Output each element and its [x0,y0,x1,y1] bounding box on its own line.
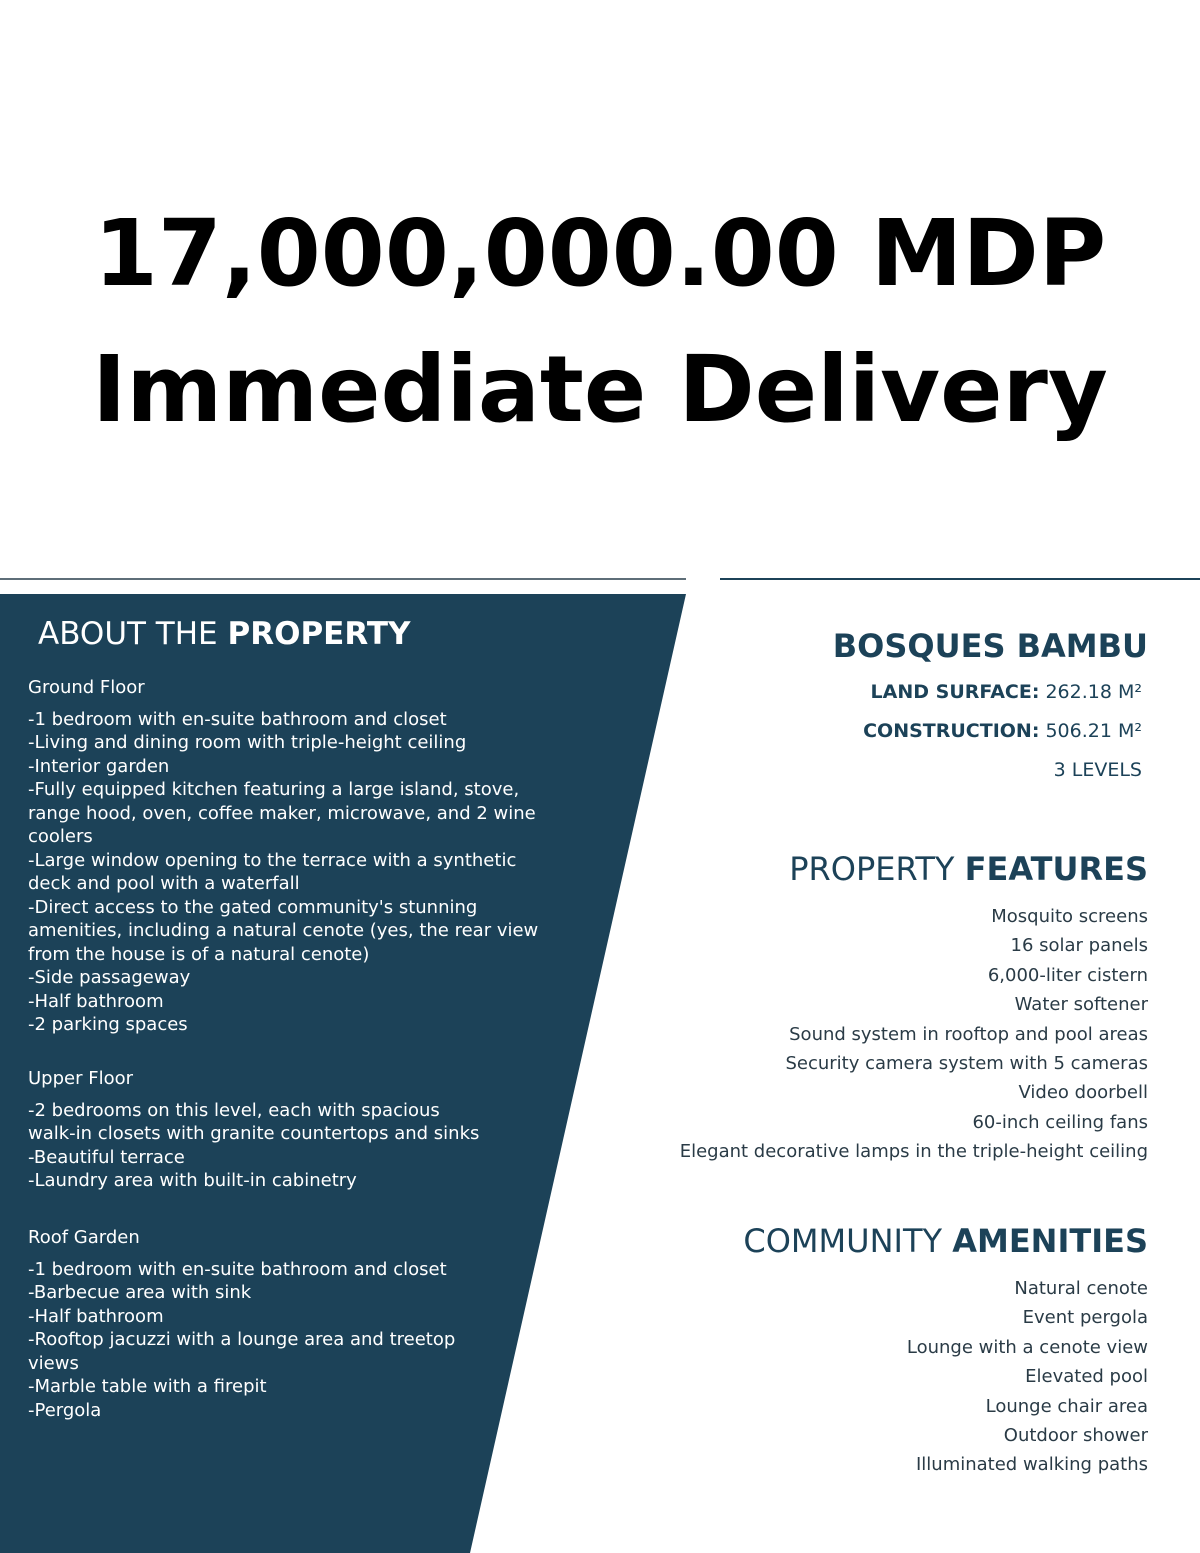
section-line: from the house is of a natural cenote) [28,943,370,965]
section-line: -2 bedrooms on this level, each with spacious [28,1099,440,1121]
features-title-bold: FEATURES [964,850,1148,888]
features-list [680,902,1148,1167]
about-title-bold: PROPERTY [227,616,411,652]
section-title: Upper Floor [28,1068,134,1089]
section-line: -Beautiful terrace [28,1146,185,1168]
construction-value: 506.21 M² [1039,720,1142,742]
section-line: amenities, including a natural cenote (yes, the rear view [28,920,539,941]
about-title-light: ABOUT THE [38,616,228,652]
list-item: Video doorbell [1018,1082,1148,1104]
list-item: Natural cenote [1014,1278,1148,1299]
about-title [38,612,410,656]
section-line: -Laundry area with built-in cabinetry [28,1170,357,1191]
construction [863,712,1142,751]
section-line: -Interior garden [28,755,170,777]
section-lines [28,1099,479,1193]
list-item: Elevated pool [1025,1366,1148,1388]
list-item: Mosquito screens [991,906,1148,927]
section-line: -Large window opening to the terrace with a synthetic [28,849,517,871]
section-line: views [28,1352,79,1374]
section-line: -Half bathroom [28,990,164,1012]
section-roof-garden [28,1226,455,1422]
list-item: Lounge with a cenote view [906,1336,1148,1358]
construction-label: CONSTRUCTION: [863,720,1040,742]
amenities-title-light: COMMUNITY [743,1222,953,1260]
headline [0,186,1200,458]
list-item: 6,000-liter cistern [987,964,1148,986]
list-item: 16 solar panels [1010,935,1148,957]
features-title [789,847,1148,891]
divider-right [720,578,1200,580]
divider-left [0,578,686,580]
section-line: -Rooftop jacuzzi with a lounge area and treetop [28,1329,456,1350]
section-line: -1 bedroom with en-suite bathroom and closet [28,1258,447,1280]
list-item: Illuminated walking paths [915,1454,1148,1476]
section-lines [28,1258,455,1423]
section-line: -1 bedroom with en-suite bathroom and closet [28,708,447,730]
section-line: -Marble table with a firepit [28,1376,267,1397]
section-line: -Barbecue area with sink [28,1282,252,1303]
list-item: Security camera system with 5 cameras [785,1053,1148,1075]
land-surface [871,673,1142,712]
delivery-heading: Immediate Delivery [92,336,1108,443]
list-item: Elegant decorative lamps in the triple-height ceiling [679,1141,1148,1163]
section-ground-floor [28,676,538,1037]
section-line: coolers [28,826,93,847]
land-surface-value: 262.18 M² [1039,681,1142,703]
amenities-title [743,1219,1148,1263]
price-heading: 17,000,000.00 MDP [93,200,1107,307]
section-upper-floor [28,1067,479,1193]
section-line: -Half bathroom [28,1305,164,1327]
land-surface-label: LAND SURFACE: [870,681,1040,703]
list-item: Sound system in rooftop and pool areas [789,1023,1148,1045]
levels: 3 LEVELS [1053,759,1142,781]
section-line: -Direct access to the gated community's stunning [28,896,478,918]
property-name: BOSQUES BAMBU [832,627,1148,665]
section-line: -Side passageway [28,967,191,988]
list-item: Lounge chair area [985,1395,1148,1417]
section-line: -2 parking spaces [28,1014,188,1035]
list-item: Water softener [1014,994,1148,1016]
section-line: -Pergola [28,1399,102,1421]
list-item: Outdoor shower [1003,1425,1148,1447]
section-title: Ground Floor [28,677,145,698]
section-title: Roof Garden [28,1227,140,1248]
amenities-title-bold: AMENITIES [952,1222,1148,1260]
list-item: 60-inch ceiling fans [972,1111,1148,1133]
list-item: Event pergola [1022,1307,1148,1329]
section-lines [28,708,538,1037]
amenities-list [907,1274,1148,1480]
section-line: deck and pool with a waterfall [28,873,300,894]
section-line: -Living and dining room with triple-height ceiling [28,732,467,753]
section-line: walk-in closets with granite countertops and sinks [28,1123,480,1144]
section-line: range hood, oven, coffee maker, microwave, and 2 wine [28,802,536,824]
features-title-light: PROPERTY [789,850,965,888]
section-line: -Fully equipped kitchen featuring a large island, stove, [28,779,520,800]
